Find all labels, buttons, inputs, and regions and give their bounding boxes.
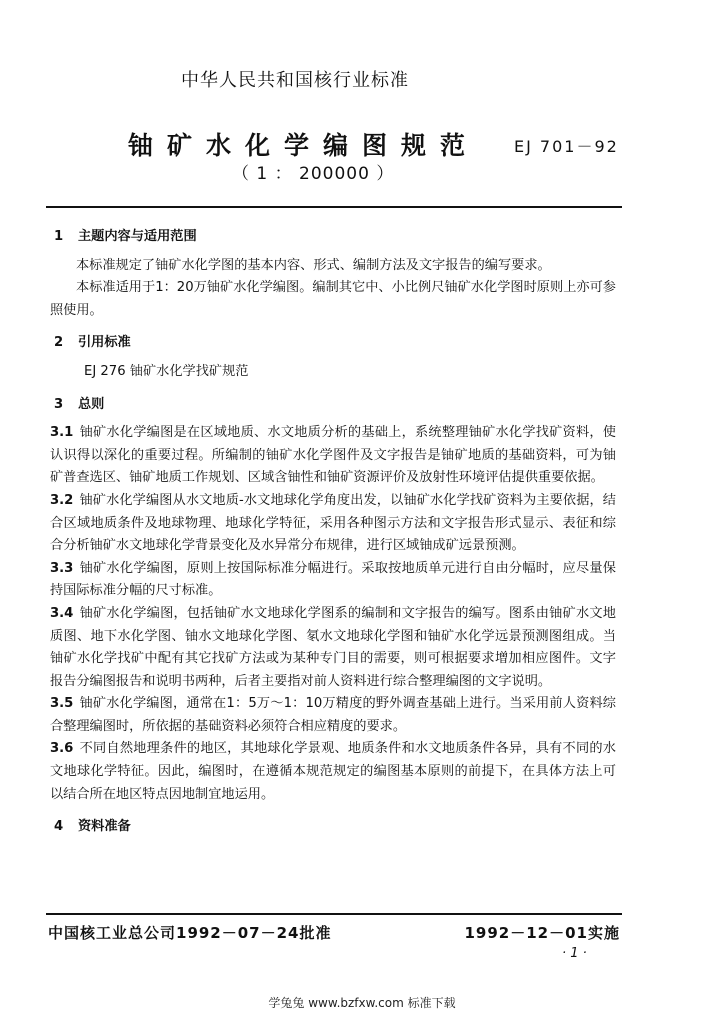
footer-divider	[46, 913, 622, 915]
clause-text: 铀矿水化学编图，通常在1：5万～1：10万精度的野外调查基础上进行。当采用前人资料综合整理编图时，所依据的基础资料必须符合相应精度的要求。	[50, 696, 616, 734]
document-title: 铀矿水化学编图规范	[128, 131, 480, 160]
clause-text: 铀矿水化学编图，包括铀矿水文地球化学图系的编制和文字报告的编写。图系由铀矿水文地质图、地下水化学图、铀水文地球化学图、氡水文地球化学图和铀矿水化学远景预测图组成。当铀矿水化学找矿中配有其它找矿方法或为某种专门目的需要，则可根据要求增加相应图件。文字报告分编图报告和说明书两种，后者主要指对前人资料进行综合整理编图的文字说明。	[50, 605, 616, 689]
clause-3-2	[50, 490, 616, 558]
clause-3-4	[50, 603, 616, 693]
section-number: 1	[54, 229, 64, 244]
implementation-date: 1992－12－01实施	[464, 924, 620, 942]
section-title: 总则	[78, 396, 105, 412]
clause-number: 3.3	[50, 560, 74, 576]
section-title: 主题内容与适用范围	[78, 229, 197, 244]
section-heading-2	[50, 332, 616, 355]
document-body	[50, 226, 616, 839]
approval-line: 中国核工业总公司1992－07－24批准	[48, 924, 332, 942]
site-watermark: 学兔兔 www.bzfxw.com 标准下载	[268, 996, 456, 1010]
standard-organization: 中华人民共和国核行业标准	[181, 70, 409, 91]
clause-number: 3.6	[50, 741, 74, 757]
clause-number: 3.5	[50, 696, 74, 712]
reference-standard: EJ 276 铀矿水化学找矿规范	[84, 363, 249, 379]
section-number: 2	[54, 335, 64, 351]
section-heading-4	[50, 816, 616, 839]
clause-3-5	[50, 693, 616, 738]
clause-3-6	[50, 738, 616, 806]
clause-3-3	[50, 558, 616, 603]
section-heading-3	[50, 394, 616, 417]
header-divider	[46, 206, 622, 208]
clause-text: 不同自然地理条件的地区，其地球化学景观、地质条件和水文地质条件各异，具有不同的水文地球化学特征。因此，编图时，在遵循本规范规定的编图基本原则的前提下，在具体方法上可以结合所在地区特点因地制宜地运用。	[50, 741, 616, 802]
clause-text: 铀矿水化学编图是在区域地质、水文地质分析的基础上，系统整理铀矿水化学找矿资料，使认识得以深化的重要过程。所编制的铀矿水化学图件及文字报告是铀矿地质的基础资料，可为铀矿普查选区、铀矿地质工作规划、区域含铀性和铀矿资源评价及放射性环境评估提供重要依据。	[50, 425, 616, 486]
clause-text: 铀矿水化学编图从水文地质-水文地球化学角度出发，以铀矿水化学找矿资料为主要依据，结合区域地质条件及地球物理、地球化学特征，采用各种图示方法和文字报告形式显示、表征和综合分析铀矿水文地球化学背景变化及水异常分布规律，进行区域铀成矿远景预测。	[50, 492, 616, 554]
clause-number: 3.2	[50, 492, 74, 508]
clause-text: 铀矿水化学编图，原则上按国际标准分幅进行。采取按地质单元进行自由分幅时，应尽量保持国际标准分幅的尺寸标准。	[50, 560, 616, 599]
clause-number: 3.4	[50, 605, 74, 621]
clause-number: 3.1	[50, 425, 74, 441]
map-scale: （ 1 ： 200000 ）	[232, 164, 395, 184]
section-title: 引用标准	[78, 335, 131, 351]
section-heading-1	[50, 226, 616, 249]
section-number: 3	[54, 396, 64, 412]
clause-3-1	[50, 422, 616, 490]
standard-code: EJ 701－92	[514, 137, 619, 156]
paragraph: 本标准规定了铀矿水化学图的基本内容、形式、编制方法及文字报告的编写要求。	[76, 257, 551, 273]
section-title: 资料准备	[78, 819, 131, 835]
paragraph: 本标准适用于1：20万铀矿水化学编图。编制其它中、小比例尺铀矿水化学图时原则上亦可参照使用。	[50, 280, 616, 318]
page-number: · 1 ·	[562, 946, 587, 961]
section-number: 4	[54, 819, 64, 835]
